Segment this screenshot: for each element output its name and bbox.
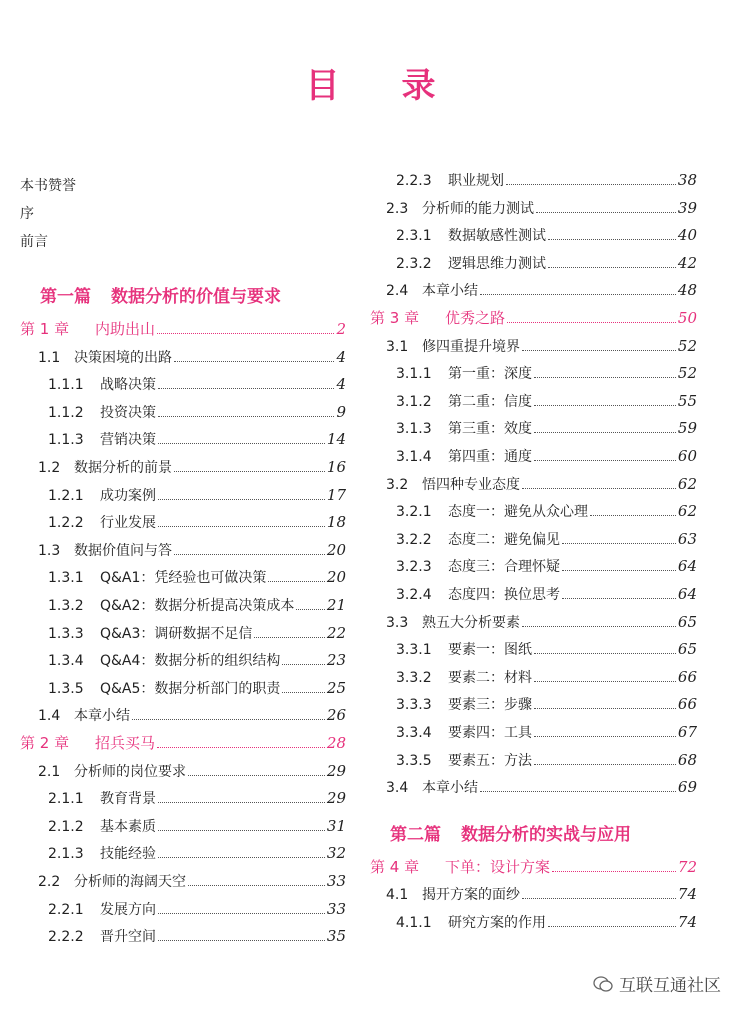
- toc-number: 2.2: [38, 874, 61, 890]
- toc-number: 2.3.2: [396, 255, 432, 272]
- toc-label: 态度三：合理怀疑: [448, 559, 560, 576]
- toc-number: 3.1: [386, 338, 409, 355]
- toc-label: 优秀之路: [445, 309, 506, 327]
- toc-section[interactable]: [38, 706, 346, 725]
- toc-number: 2.2.1: [48, 901, 84, 918]
- toc-subsection[interactable]: [48, 844, 346, 863]
- toc-label: Q&A4：数据分析的组织结构: [100, 653, 281, 670]
- dot-leader: [562, 533, 676, 544]
- toc-section[interactable]: [38, 458, 346, 477]
- toc-page-number: 22: [326, 623, 346, 642]
- dot-leader: [522, 340, 676, 351]
- toc-label: 本章小结: [422, 283, 478, 300]
- toc-label: 分析师的海阔天空: [74, 874, 186, 890]
- toc-label: 态度四：换位思考: [448, 587, 560, 603]
- dot-leader: [522, 888, 676, 899]
- dot-leader: [158, 847, 325, 858]
- toc-number: 2.4: [386, 283, 409, 300]
- dot-leader: [158, 820, 325, 831]
- toc-page-number: 35: [326, 927, 346, 946]
- dot-leader: [254, 627, 324, 638]
- toc-number: 1.3.1: [48, 570, 84, 587]
- toc-page-number: 38: [677, 171, 697, 189]
- toc-subsection[interactable]: [48, 596, 346, 615]
- toc-subsection[interactable]: [396, 226, 697, 245]
- toc-label: 要素一：图纸: [448, 642, 532, 659]
- toc-label: 数据价值问与答: [74, 542, 172, 559]
- toc-subsection[interactable]: [48, 513, 346, 532]
- dot-leader: [157, 737, 325, 748]
- toc-chapter[interactable]: [20, 734, 346, 752]
- toc-number: 3.4: [386, 780, 409, 797]
- toc-number: 1.3.3: [48, 625, 84, 642]
- toc-label: 决策困境的出路: [74, 349, 172, 366]
- toc-label: 数据分析的前景: [74, 460, 172, 476]
- toc-page-number: 42: [677, 253, 697, 272]
- toc-number: 1.1.3: [48, 432, 84, 449]
- toc-subsection[interactable]: [396, 668, 697, 687]
- dot-leader: [534, 450, 676, 461]
- toc-page-number: 68: [677, 750, 697, 769]
- toc-number: 1.2: [38, 460, 61, 476]
- toc-subsection[interactable]: [48, 679, 346, 698]
- toc-number: 2.2.3: [396, 173, 432, 189]
- dot-leader: [590, 505, 676, 516]
- toc-page-number: 40: [677, 226, 697, 245]
- toc-label: 分析师的岗位要求: [74, 763, 186, 780]
- toc-label: 要素三：步骤: [448, 697, 532, 714]
- dot-leader: [552, 861, 676, 872]
- part-title: 数据分析的实战与应用: [461, 824, 631, 845]
- toc-subsection[interactable]: [396, 171, 697, 190]
- dot-leader: [522, 616, 676, 627]
- toc-page-number: 21: [326, 596, 346, 614]
- toc-subsection[interactable]: [48, 624, 346, 643]
- toc-subsection[interactable]: [48, 927, 346, 946]
- part-heading[interactable]: [390, 820, 631, 845]
- toc-number: 3.1.4: [396, 449, 432, 465]
- dot-leader: [536, 202, 676, 213]
- toc-page-number: 59: [677, 419, 697, 438]
- toc-label: 本章小结: [74, 708, 130, 725]
- toc-page-number: 65: [677, 640, 697, 659]
- toc-number: 3.3: [386, 614, 409, 631]
- toc-label: 投资决策: [100, 404, 156, 421]
- dot-leader: [480, 781, 676, 792]
- dot-leader: [296, 599, 324, 610]
- toc-subsection[interactable]: [48, 486, 346, 505]
- toc-subsection[interactable]: [396, 913, 697, 932]
- toc-page-number: 72: [677, 857, 697, 876]
- toc-label: 内助出山: [95, 320, 156, 338]
- toc-number: 3.2: [386, 476, 409, 493]
- toc-number: 第 4 章: [370, 857, 420, 876]
- dot-leader: [534, 643, 676, 654]
- toc-number: 1.2.1: [48, 487, 84, 504]
- toc-page-number: 74: [677, 913, 697, 931]
- dot-leader: [548, 229, 676, 240]
- toc-label: Q&A1：凭经验也可做决策: [100, 570, 267, 587]
- toc-subsection[interactable]: [48, 900, 346, 919]
- toc-subsection[interactable]: [396, 557, 697, 576]
- toc-subsection[interactable]: [396, 419, 697, 438]
- toc-section[interactable]: [38, 762, 346, 781]
- toc-number: 3.1.2: [396, 393, 432, 410]
- toc-label: 行业发展: [100, 515, 156, 532]
- toc-page-number: 50: [677, 309, 697, 327]
- toc-label: Q&A5：数据分析部门的职责: [100, 680, 281, 697]
- toc-subsection[interactable]: [396, 502, 697, 521]
- toc-label: 要素二：材料: [448, 669, 532, 686]
- toc-section[interactable]: [386, 199, 697, 218]
- front-matter-foreword[interactable]: 前言: [20, 234, 48, 250]
- toc-number: 2.1.3: [48, 846, 84, 863]
- toc-number: 4.1.1: [396, 915, 432, 931]
- toc-number: 1.3.2: [48, 598, 84, 614]
- dot-leader: [507, 312, 676, 323]
- toc-page-number: 65: [677, 612, 697, 631]
- toc-page-number: 32: [326, 844, 346, 863]
- toc-subsection[interactable]: [396, 364, 697, 383]
- toc-number: 1.1.2: [48, 404, 84, 421]
- toc-page-number: 18: [326, 513, 346, 532]
- toc-page-number: 25: [326, 678, 346, 697]
- toc-page-number: 23: [326, 651, 346, 670]
- toc-page-number: 16: [326, 458, 346, 476]
- dot-leader: [158, 930, 325, 941]
- toc-page-number: 33: [326, 872, 346, 890]
- toc-section[interactable]: [386, 281, 697, 300]
- toc-number: 2.1.1: [48, 791, 84, 808]
- toc-number: 1.2.2: [48, 515, 84, 532]
- page-title: 目 录: [305, 66, 438, 106]
- dot-leader: [158, 489, 325, 500]
- toc-number: 1.3.5: [48, 680, 84, 697]
- toc-page-number: 29: [326, 761, 346, 780]
- toc-page-number: 33: [326, 899, 346, 918]
- toc-page-number: 52: [677, 364, 697, 383]
- dot-leader: [132, 709, 325, 720]
- toc-label: 悟四种专业态度: [422, 476, 520, 493]
- toc-page-number: 62: [677, 474, 697, 493]
- toc-page-number: 55: [677, 391, 697, 410]
- toc-page-number: 48: [677, 281, 697, 300]
- toc-chapter[interactable]: [370, 858, 697, 876]
- dot-leader: [534, 698, 676, 709]
- toc-number: 3.3.3: [396, 697, 432, 714]
- toc-number: 3.2.2: [396, 531, 432, 548]
- toc-label: 晋升空间: [100, 929, 156, 946]
- toc-page-number: 20: [326, 540, 346, 559]
- dot-leader: [158, 406, 334, 417]
- toc-number: 1.4: [38, 708, 61, 725]
- toc-page-number: 66: [677, 667, 697, 686]
- toc-subsection[interactable]: [396, 585, 697, 604]
- toc-number: 1.1.1: [48, 377, 84, 394]
- toc-subsection[interactable]: [396, 530, 697, 549]
- part-heading[interactable]: [40, 282, 281, 307]
- toc-label: 战略决策: [100, 377, 156, 394]
- toc-subsection[interactable]: [396, 392, 697, 411]
- toc-number: 3.3.1: [396, 642, 432, 659]
- toc-page-number: 66: [677, 695, 697, 714]
- part-number: 第一篇: [40, 287, 91, 307]
- dot-leader: [158, 903, 325, 914]
- toc-number: 2.1.2: [48, 818, 84, 835]
- toc-subsection[interactable]: [48, 789, 346, 808]
- toc-label: 教育背景: [100, 791, 156, 808]
- toc-label: 逻辑思维力测试: [448, 255, 546, 272]
- toc-label: 修四重提升境界: [422, 338, 520, 355]
- dot-leader: [282, 654, 324, 665]
- dot-leader: [534, 726, 676, 737]
- toc-number: 1.1: [38, 349, 61, 366]
- dot-leader: [548, 257, 676, 268]
- toc-label: Q&A2：数据分析提高决策成本: [100, 598, 295, 614]
- dot-leader: [534, 395, 676, 406]
- toc-page-number: 4: [336, 375, 346, 394]
- toc-number: 第 2 章: [20, 734, 70, 752]
- toc-subsection[interactable]: [48, 430, 346, 449]
- toc-page-number: 29: [326, 789, 346, 808]
- toc-chapter[interactable]: [370, 309, 697, 327]
- toc-page-number: 17: [326, 485, 346, 504]
- dot-leader: [158, 433, 325, 444]
- dot-leader: [158, 516, 325, 527]
- toc-label: 本章小结: [422, 780, 478, 797]
- dot-leader: [174, 351, 334, 362]
- toc-page-number: 64: [677, 585, 697, 603]
- toc-label: 数据敏感性测试: [448, 228, 546, 245]
- toc-section[interactable]: [386, 885, 697, 904]
- dot-leader: [534, 422, 676, 433]
- toc-label: 态度一：避免从众心理: [448, 504, 588, 521]
- watermark-text: 互联互通社区: [619, 976, 721, 996]
- dot-leader: [534, 754, 676, 765]
- toc-label: 招兵买马: [95, 734, 156, 752]
- toc-subsection[interactable]: [396, 447, 697, 466]
- dot-leader: [522, 478, 676, 489]
- toc-label: 要素四：工具: [448, 725, 532, 741]
- toc-number: 2.3: [386, 200, 409, 217]
- toc-number: 3.1.1: [396, 366, 432, 383]
- watermark: [593, 971, 721, 996]
- toc-number: 3.2.1: [396, 504, 432, 521]
- toc-number: 3.2.4: [396, 587, 432, 603]
- toc-section[interactable]: [38, 872, 346, 891]
- dot-leader: [158, 378, 334, 389]
- dot-leader: [548, 916, 676, 927]
- toc-label: 第二重：信度: [448, 393, 532, 410]
- toc-label: 分析师的能力测试: [422, 200, 534, 217]
- dot-leader: [534, 367, 676, 378]
- toc-section[interactable]: [38, 541, 346, 560]
- dot-leader: [188, 765, 325, 776]
- toc-page-number: 9: [336, 402, 346, 421]
- toc-label: 技能经验: [100, 846, 156, 863]
- toc-page-number: 2: [336, 320, 346, 338]
- toc-number: 4.1: [386, 887, 409, 904]
- toc-number: 1.3: [38, 542, 61, 559]
- dot-leader: [174, 544, 325, 555]
- toc-label: 发展方向: [100, 901, 156, 918]
- dot-leader: [506, 174, 676, 185]
- toc-subsection[interactable]: [48, 403, 346, 422]
- dot-leader: [282, 682, 324, 693]
- toc-section[interactable]: [38, 348, 346, 367]
- front-matter-praise[interactable]: 本书赞誉: [20, 178, 76, 194]
- part-title: 数据分析的价值与要求: [111, 287, 281, 307]
- dot-leader: [158, 792, 325, 803]
- toc-subsection[interactable]: [396, 723, 697, 742]
- toc-label: Q&A3：调研数据不足信: [100, 625, 253, 642]
- toc-number: 3.3.2: [396, 669, 432, 686]
- toc-label: 职业规划: [448, 173, 504, 189]
- part-number: 第二篇: [390, 824, 441, 845]
- front-matter-preface[interactable]: 序: [20, 206, 34, 222]
- toc-label: 成功案例: [100, 487, 156, 504]
- toc-subsection[interactable]: [48, 568, 346, 587]
- toc-subsection[interactable]: [48, 651, 346, 670]
- toc-page-number: 14: [326, 430, 346, 449]
- toc-subsection[interactable]: [48, 375, 346, 394]
- toc-page-number: 28: [326, 734, 346, 752]
- toc-number: 2.3.1: [396, 228, 432, 245]
- toc-number: 3.3.5: [396, 752, 432, 769]
- toc-number: 3.1.3: [396, 421, 432, 438]
- dot-leader: [562, 560, 676, 571]
- toc-section[interactable]: [386, 337, 697, 356]
- toc-section[interactable]: [386, 475, 697, 494]
- toc-number: 1.3.4: [48, 653, 84, 670]
- toc-subsection[interactable]: [396, 640, 697, 659]
- toc-number: 第 1 章: [20, 320, 70, 338]
- toc-number: 3.2.3: [396, 559, 432, 576]
- dot-leader: [174, 461, 325, 472]
- toc-page-number: 60: [677, 447, 697, 465]
- toc-label: 揭开方案的面纱: [422, 887, 520, 904]
- toc-label: 研究方案的作用: [448, 915, 546, 931]
- toc-page-number: 20: [326, 568, 346, 587]
- toc-page-number: 26: [326, 706, 346, 725]
- toc-label: 要素五：方法: [448, 752, 532, 769]
- dot-leader: [188, 875, 325, 886]
- toc-page-number: 4: [336, 347, 346, 366]
- toc-chapter[interactable]: [20, 320, 346, 338]
- dot-leader: [268, 571, 324, 582]
- toc-subsection[interactable]: [396, 695, 697, 714]
- dot-leader: [480, 284, 676, 295]
- toc-label: 基本素质: [100, 818, 156, 835]
- toc-label: 态度二：避免偏见: [448, 531, 560, 548]
- toc-number: 3.3.4: [396, 725, 432, 741]
- toc-page-number: 74: [677, 885, 697, 904]
- toc-page-number: 63: [677, 529, 697, 548]
- toc-section[interactable]: [386, 613, 697, 632]
- toc-label: 第一重：深度: [448, 366, 532, 383]
- toc-page-number: 31: [326, 816, 346, 835]
- toc-page-number: 69: [677, 778, 697, 797]
- toc-subsection[interactable]: [48, 817, 346, 836]
- toc-page-number: 39: [677, 198, 697, 217]
- toc-page-number: 67: [677, 723, 697, 741]
- toc-number: 2.1: [38, 763, 61, 780]
- toc-label: 第三重：效度: [448, 421, 532, 438]
- toc-subsection[interactable]: [396, 751, 697, 770]
- toc-label: 第四重：通度: [448, 449, 532, 465]
- dot-leader: [534, 671, 676, 682]
- toc-section[interactable]: [386, 778, 697, 797]
- toc-page-number: 62: [677, 502, 697, 521]
- toc-page-number: 52: [677, 336, 697, 355]
- toc-subsection[interactable]: [396, 254, 697, 273]
- toc-number: 2.2.2: [48, 929, 84, 946]
- toc-label: 下单：设计方案: [445, 857, 551, 876]
- toc-label: 营销决策: [100, 432, 156, 449]
- dot-leader: [157, 323, 334, 334]
- chat-bubble-icon: [593, 976, 613, 992]
- dot-leader: [562, 588, 676, 599]
- toc-number: 第 3 章: [370, 309, 420, 327]
- toc-page-number: 64: [677, 557, 697, 576]
- toc-label: 熟五大分析要素: [422, 614, 520, 631]
